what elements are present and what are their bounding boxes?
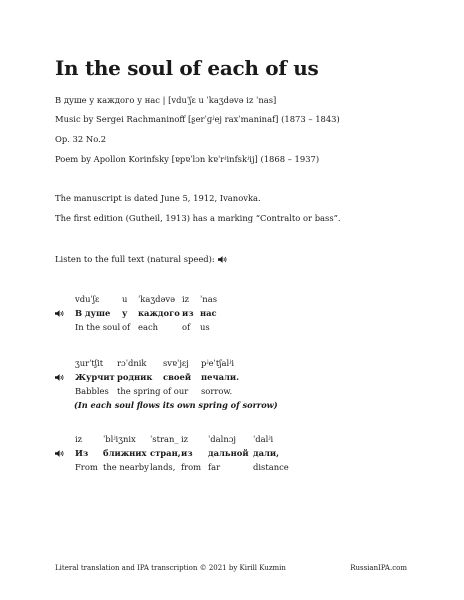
ipa-word: ˈstran_ bbox=[150, 434, 179, 444]
gloss-row bbox=[55, 320, 217, 334]
russian-word: у bbox=[122, 308, 128, 318]
first-edition-note: The first edition (Gutheil, 1913) has a marking “Contralto or bass”. bbox=[55, 213, 341, 223]
russian-word: своей bbox=[163, 372, 192, 382]
gloss-word: lands, bbox=[150, 462, 176, 472]
footer-site-link[interactable]: RussianIPA.com bbox=[350, 564, 407, 572]
ipa-row bbox=[55, 292, 217, 306]
ipa-word: pʲeˈtʃalʲi bbox=[201, 358, 235, 368]
ipa-row bbox=[55, 432, 289, 446]
russian-word: нас bbox=[200, 308, 217, 318]
russian-word: дальной bbox=[208, 448, 249, 458]
gloss-row bbox=[55, 384, 239, 398]
gloss-word: from bbox=[181, 462, 202, 472]
ipa-word: iz bbox=[182, 294, 190, 304]
opus-number: Op. 32 No.2 bbox=[55, 134, 107, 144]
ipa-word: ˈkaʒdəvə bbox=[138, 294, 176, 304]
ipa-word: ˈblʲiʒnix bbox=[103, 434, 136, 444]
russian-word: каждого bbox=[138, 308, 180, 318]
russian-word: дали, bbox=[253, 448, 280, 458]
ipa-word: ˈdalʲi bbox=[253, 434, 274, 444]
ipa-word: rɔˈdnik bbox=[117, 358, 147, 368]
listen-full-text bbox=[55, 254, 228, 264]
gloss-word: distance bbox=[253, 462, 289, 472]
music-credit: Music by Sergei Rachmaninoff [ʂerˈɡʲej raxˈmaninaf] (1873 – 1843) bbox=[55, 114, 340, 124]
stanza-3 bbox=[55, 432, 289, 474]
ipa-word: ˈnas bbox=[200, 294, 217, 304]
gloss-word: each bbox=[138, 322, 159, 332]
russian-word: из bbox=[182, 308, 194, 318]
gloss-word: of our bbox=[163, 386, 189, 396]
gloss-word: In the soul bbox=[75, 322, 121, 332]
ipa-word: u bbox=[122, 294, 128, 304]
ipa-word: ʒurˈtʃit bbox=[75, 358, 104, 368]
ipa-word: vduˈʃɛ bbox=[75, 294, 100, 304]
gloss-word: far bbox=[208, 462, 221, 472]
stanza-2 bbox=[55, 356, 239, 398]
speaker-icon[interactable] bbox=[55, 449, 65, 458]
speaker-icon[interactable] bbox=[218, 255, 228, 264]
poem-credit: Poem by Apollon Korinfsky [ɐpɐˈlɔn kɐˈrʲinfskʲij] (1868 – 1937) bbox=[55, 154, 320, 164]
ipa-word: iz bbox=[75, 434, 83, 444]
footer-credit: Literal translation and IPA transcription © 2021 by Kirill Kuzmin bbox=[55, 564, 286, 572]
gloss-word: us bbox=[200, 322, 210, 332]
gloss-word: Babbles bbox=[75, 386, 109, 396]
ipa-word: iz bbox=[181, 434, 189, 444]
russian-row bbox=[55, 370, 239, 384]
ipa-row bbox=[55, 356, 239, 370]
russian-title-ipa: В душе у каждого у нас | [vduˈʃɛ u ˈkaʒdəvə iz ˈnas] bbox=[55, 95, 277, 105]
ipa-word: ˈdalnɔj bbox=[208, 434, 237, 444]
russian-word: из bbox=[181, 448, 193, 458]
page-title: In the soul of each of us bbox=[55, 56, 319, 80]
russian-word: Из bbox=[75, 448, 89, 458]
ipa-word: svɐˈjɛj bbox=[163, 358, 189, 368]
russian-word: Журчит bbox=[75, 372, 115, 382]
gloss-word: From bbox=[75, 462, 98, 472]
stanza-1 bbox=[55, 292, 217, 334]
speaker-icon[interactable] bbox=[55, 309, 65, 318]
russian-word: родник bbox=[117, 372, 153, 382]
russian-word: В душе bbox=[75, 308, 111, 318]
gloss-word: of bbox=[182, 322, 191, 332]
gloss-word: the nearby bbox=[103, 462, 149, 472]
gloss-word: the spring bbox=[117, 386, 161, 396]
gloss-word: of bbox=[122, 322, 131, 332]
russian-row bbox=[55, 306, 217, 320]
free-translation: (In each soul flows its own spring of sorrow) bbox=[74, 400, 278, 410]
russian-word: ближних bbox=[103, 448, 147, 458]
gloss-row bbox=[55, 460, 289, 474]
russian-row bbox=[55, 446, 289, 460]
speaker-icon[interactable] bbox=[55, 373, 65, 382]
gloss-word: sorrow. bbox=[201, 386, 233, 396]
manuscript-date-note: The manuscript is dated June 5, 1912, Ivanovka. bbox=[55, 193, 261, 203]
listen-label: Listen to the full text (natural speed): bbox=[55, 254, 215, 264]
russian-word: стран, bbox=[150, 448, 181, 458]
russian-word: печали. bbox=[201, 372, 240, 382]
